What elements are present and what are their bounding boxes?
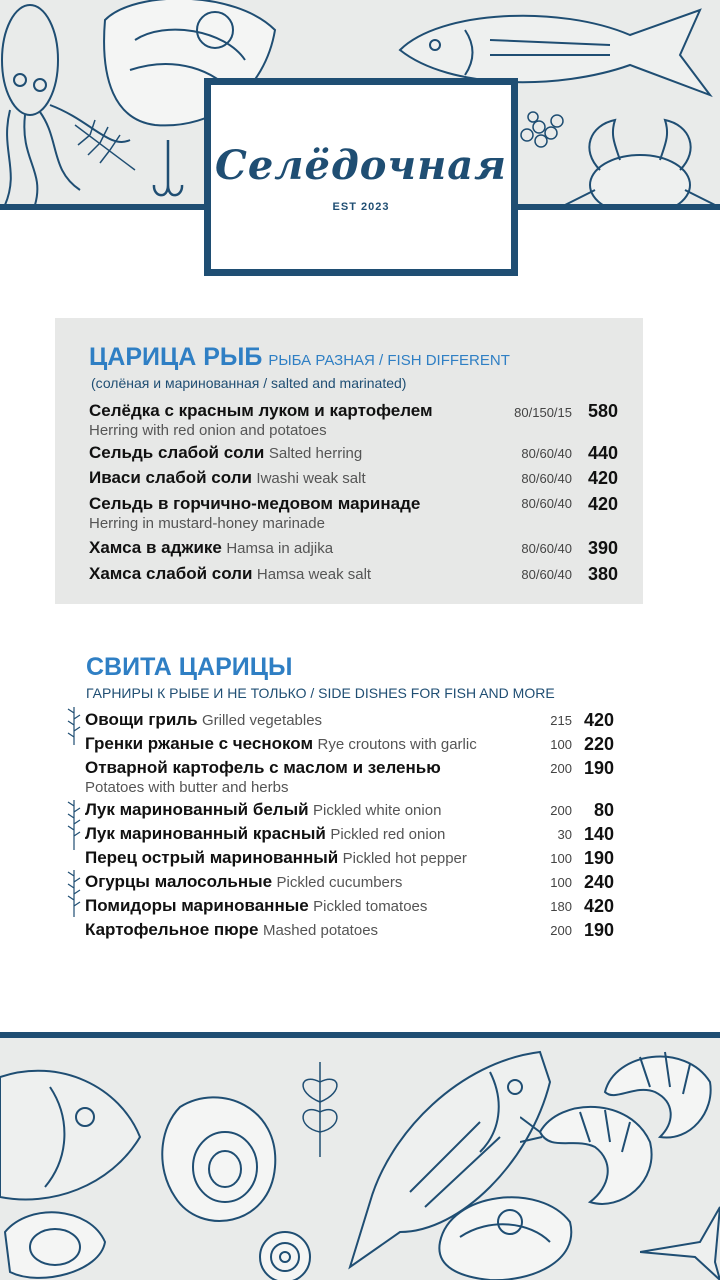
item-name: Картофельное пюре — [85, 920, 259, 939]
section1-title — [89, 343, 510, 372]
list-item — [89, 443, 362, 463]
bottom-decor-banner — [0, 1032, 720, 1280]
item-weight: 80/60/40 — [521, 496, 572, 511]
item-name-en: Pickled cucumbers — [276, 874, 403, 891]
item-price: 220 — [583, 734, 614, 754]
item-weight: 30 — [557, 827, 572, 842]
item-weight: 80/60/40 — [521, 471, 572, 486]
item-price: 140 — [583, 824, 614, 844]
item-weight: 200 — [550, 803, 572, 818]
item-name-en: Salted herring — [268, 445, 363, 462]
item-name: Сельдь слабой соли — [89, 443, 265, 462]
list-item — [85, 824, 445, 844]
item-name-en: Pickled red onion — [330, 826, 446, 843]
item-name-en: Rye croutons with garlic — [317, 736, 477, 753]
item-weight: 200 — [550, 923, 572, 938]
item-name: Хамса слабой соли — [89, 564, 253, 583]
item-name: Помидоры маринованные — [85, 896, 309, 915]
item-name: Овощи гриль — [85, 710, 198, 729]
list-item — [85, 920, 378, 940]
list-item — [89, 564, 371, 584]
list-item — [85, 710, 322, 730]
item-name-en: Hamsa in adjika — [226, 540, 334, 557]
salmon-steak-icon — [430, 1182, 580, 1280]
item-price: 190 — [583, 848, 614, 868]
oyster-icon — [0, 1202, 110, 1280]
item-weight: 215 — [550, 713, 572, 728]
list-item — [89, 468, 366, 488]
herb-sprig-icon — [64, 705, 84, 921]
item-price: 390 — [587, 538, 618, 558]
item-weight: 180 — [550, 899, 572, 914]
item-name-en: Mashed potatoes — [262, 922, 379, 939]
item-price: 190 — [583, 920, 614, 940]
item-name-en: Pickled tomatoes — [313, 898, 428, 915]
list-item — [85, 896, 427, 916]
item-name: Гренки ржаные с чесноком — [85, 734, 314, 753]
list-item — [85, 848, 467, 868]
brand-established: EST 2023 — [332, 200, 390, 213]
section1-title-text: ЦАРИЦА РЫБ — [89, 343, 263, 371]
item-price: 240 — [583, 872, 614, 892]
item-price: 420 — [583, 896, 614, 916]
item-weight: 100 — [550, 737, 572, 752]
item-name: Хамса в аджике — [89, 538, 222, 557]
item-weight: 100 — [550, 875, 572, 890]
item-price: 420 — [587, 468, 618, 488]
item-weight: 100 — [550, 851, 572, 866]
item-price: 420 — [583, 710, 614, 730]
item-name: Лук маринованный белый — [85, 800, 309, 819]
logo — [204, 78, 518, 276]
shrimp-icon — [595, 1042, 720, 1152]
item-name: Огурцы малосольные — [85, 872, 273, 891]
fish-tail-icon — [640, 1202, 720, 1280]
item-price: 190 — [583, 758, 614, 778]
list-item — [89, 494, 420, 532]
item-weight: 80/60/40 — [521, 446, 572, 461]
item-weight: 80/150/15 — [514, 405, 572, 420]
item-name: Селёдка с красным луком и картофелем — [89, 401, 433, 420]
hook-icon — [148, 135, 188, 205]
section2-subtitle: ГАРНИРЫ К РЫБЕ И НЕ ТОЛЬКО / SIDE DISHES FOR FISH AND MORE — [86, 685, 555, 701]
item-weight: 80/60/40 — [521, 541, 572, 556]
item-name-en: Hamsa weak salt — [256, 566, 372, 583]
list-item — [89, 401, 433, 439]
item-name-en: Pickled white onion — [313, 802, 442, 819]
brand-name: Селёдочная — [214, 141, 507, 189]
section1-subtitle: РЫБА РАЗНАЯ / FISH DIFFERENT — [268, 352, 510, 369]
oyster-icon — [160, 1087, 290, 1237]
item-name: Сельдь в горчично-медовом маринаде — [89, 494, 421, 513]
item-name-en: Herring in mustard-honey marinade — [89, 515, 325, 532]
item-weight: 200 — [550, 761, 572, 776]
list-item — [85, 734, 477, 754]
section2-title: СВИТА ЦАРИЦЫ — [86, 653, 293, 681]
list-item — [89, 538, 333, 558]
herb-icon — [70, 115, 140, 175]
item-price: 580 — [587, 401, 618, 421]
item-price: 80 — [593, 800, 614, 820]
shell-icon — [250, 1222, 320, 1280]
item-name-en: Grilled vegetables — [201, 712, 323, 729]
item-price: 440 — [587, 443, 618, 463]
item-name-en: Iwashi weak salt — [256, 470, 366, 487]
item-weight: 80/60/40 — [521, 567, 572, 582]
section1-note: (солёная и маринованная / salted and marinated) — [91, 375, 407, 391]
list-item — [85, 758, 441, 796]
item-name: Лук маринованный красный — [85, 824, 326, 843]
item-name-en: Potatoes with butter and herbs — [85, 779, 289, 796]
item-name: Перец острый маринованный — [85, 848, 339, 867]
crab-icon — [560, 110, 720, 210]
item-name: Отварной картофель с маслом и зеленью — [85, 758, 441, 777]
item-name-en: Herring with red onion and potatoes — [89, 422, 327, 439]
item-name-en: Pickled hot pepper — [342, 850, 467, 867]
bottom-divider-line — [0, 1032, 720, 1038]
fish-head-icon — [0, 1047, 150, 1217]
item-price: 380 — [587, 564, 618, 584]
item-price: 420 — [587, 494, 618, 514]
item-name: Иваси слабой соли — [89, 468, 252, 487]
list-item — [85, 872, 402, 892]
list-item — [85, 800, 441, 820]
